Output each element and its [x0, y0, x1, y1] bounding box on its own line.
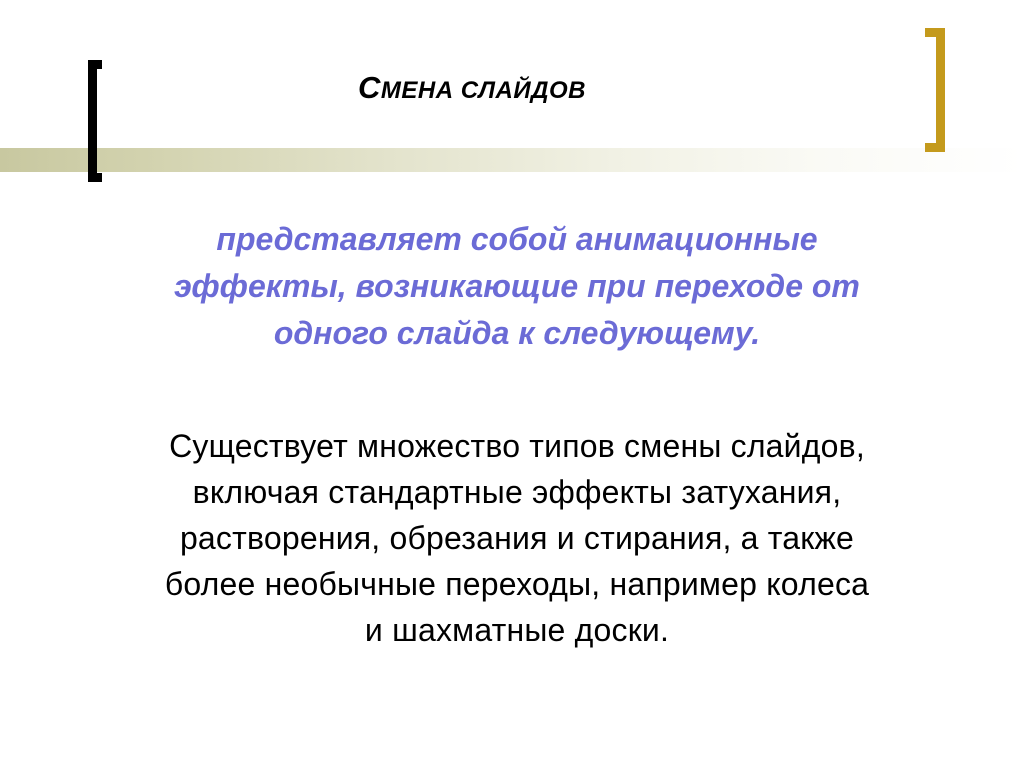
definition-line: эффекты, возникающие при переходе от: [174, 268, 860, 304]
left-bracket-decoration: [88, 60, 102, 182]
body-line: растворения, обрезания и стирания, а также: [179, 520, 855, 556]
body-line: и шахматные доски.: [364, 612, 670, 648]
body-line: Существует множество типов смены слайдов,: [169, 428, 865, 464]
body-line: более необычные переходы, например колеса: [164, 566, 870, 602]
body-line: включая стандартные эффекты затухания,: [192, 474, 842, 510]
slide-title-initial: С: [358, 70, 381, 105]
definition-line: одного слайда к следующему.: [273, 315, 761, 351]
body-paragraph: [40, 423, 994, 653]
definition-text: [60, 216, 974, 357]
slide-title-rest: МЕНА СЛАЙДОВ: [380, 77, 586, 104]
decorative-band: [0, 148, 1024, 172]
definition-line: представляет собой анимационные: [216, 221, 818, 257]
slide-title: [358, 70, 586, 106]
right-bracket-decoration: [925, 28, 945, 152]
